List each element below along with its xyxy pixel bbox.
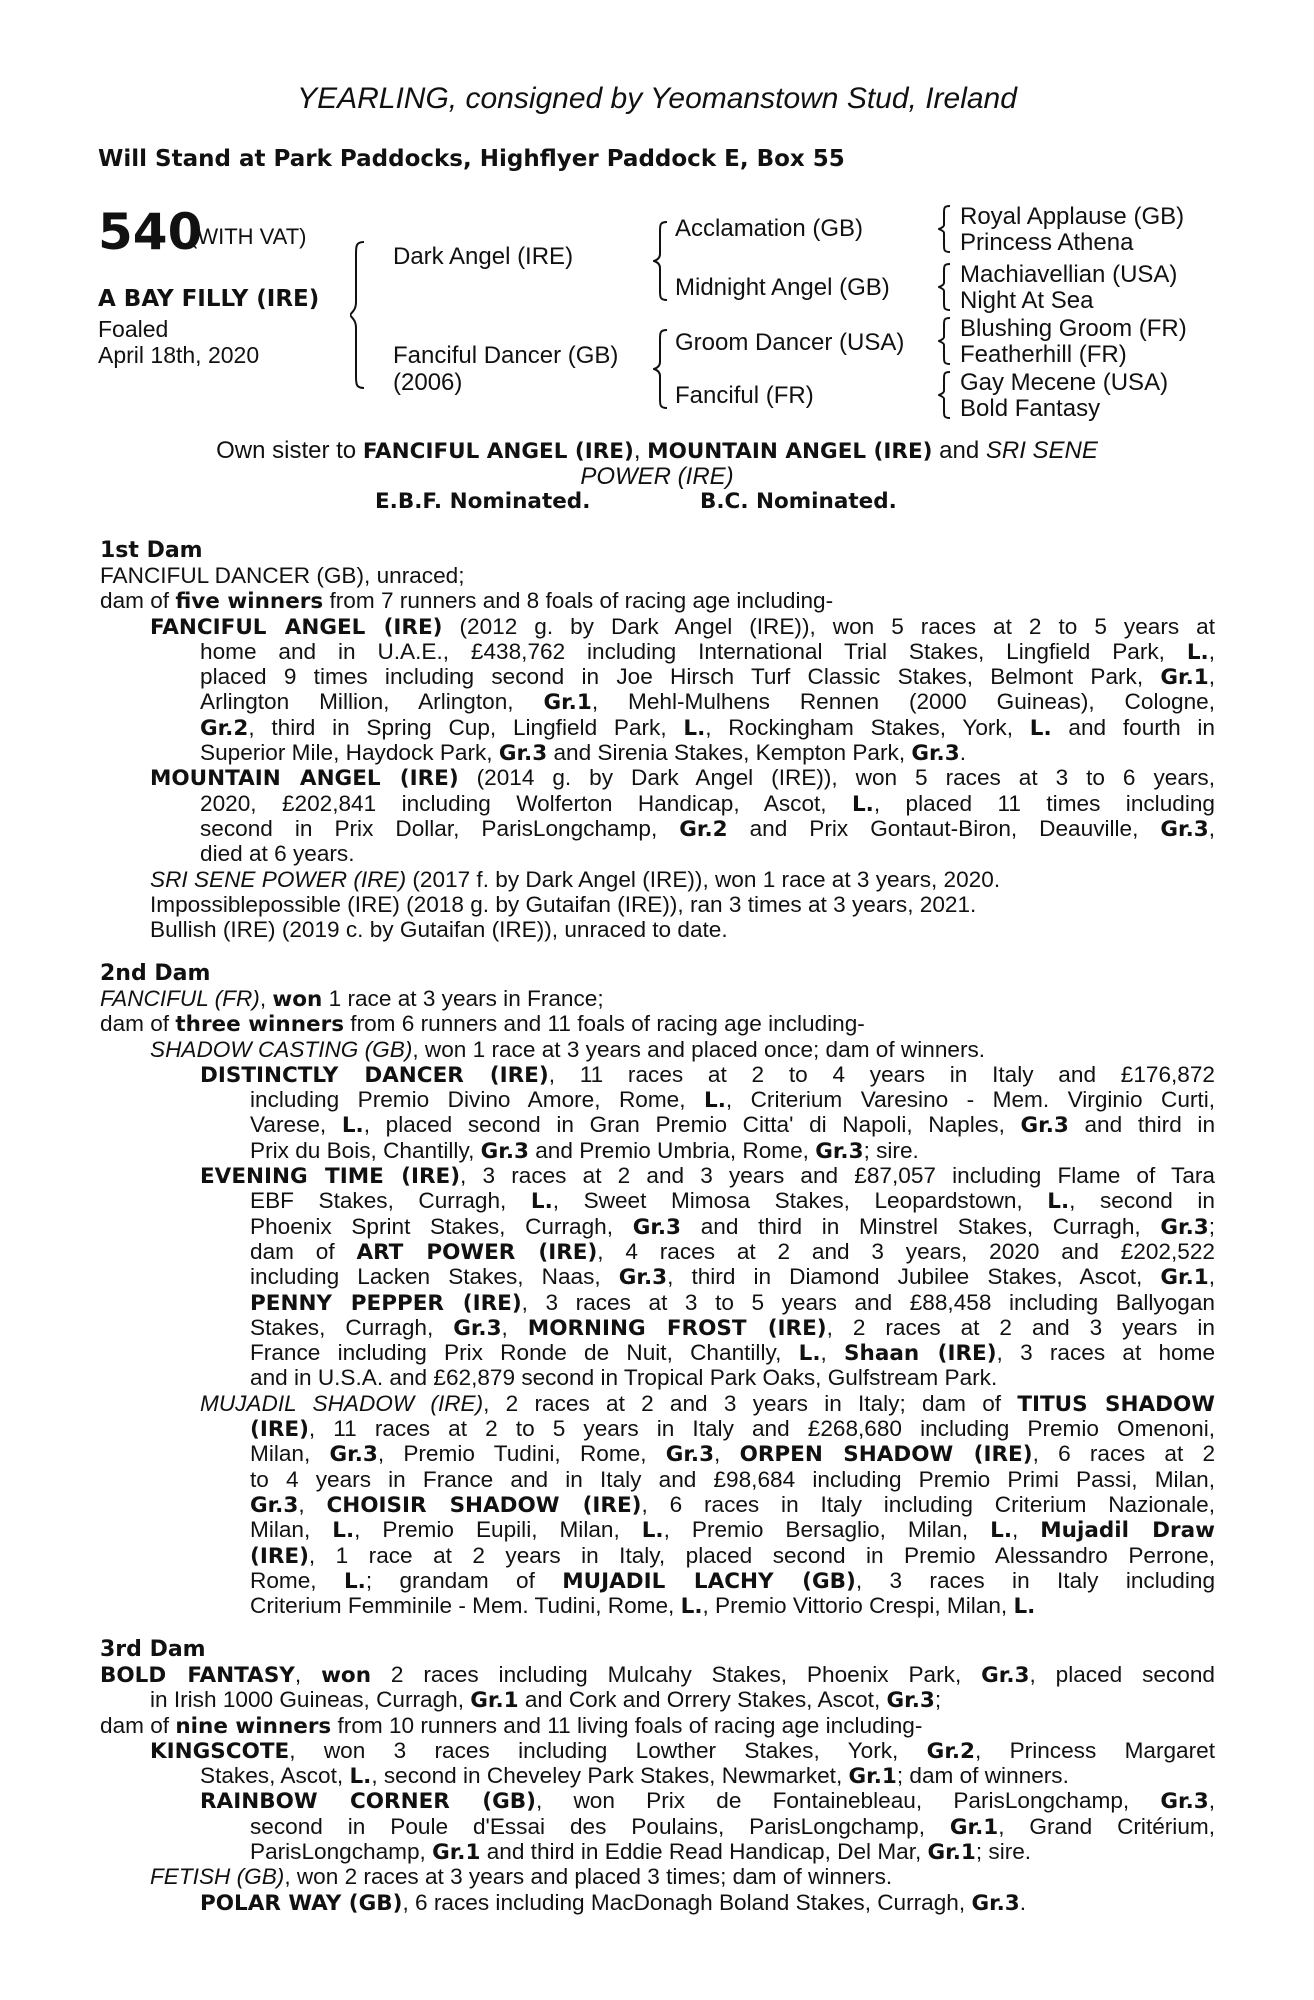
third-dam-heading: 3rd Dam [100,1637,206,1662]
text-run: , [1208,638,1215,664]
bold-text: PENNY PEPPER (IRE) [250,1290,522,1315]
pedigree-line [200,1062,1215,1087]
text-run: , 6 races in Italy including Criterium Nazionale, [641,1491,1215,1517]
bold-text: Gr.3 [981,1663,1030,1688]
pedigree-line [200,689,1215,714]
bold-text: KINGSCOTE [150,1738,290,1764]
italic-text: MUJADIL SHADOW (IRE) [200,1390,484,1416]
text-run: , second in [1069,1188,1215,1214]
sale-header: YEARLING, consigned by Yeomanstown Stud, Ireland [297,82,1017,115]
second-dam-text [100,986,1215,1620]
text-run: , Princess Margaret [974,1737,1215,1763]
sibling-and: and [932,437,986,464]
pedigree-line [250,1839,1200,1864]
text-run: Superior Mile, Haydock Park, [200,740,499,766]
text-run: ParisLongchamp, [250,1839,433,1865]
text-run: Rome, [250,1567,344,1593]
pedigree-line [250,1492,1215,1517]
bold-text: three winners [175,1012,345,1038]
pedigree-line [200,816,1215,841]
bold-text: Gr.3 [498,741,548,767]
text-run: Phoenix Sprint Stakes, Curragh, [250,1213,633,1239]
text-run: and third in Minstrel Stakes, Curragh, [681,1213,1161,1239]
bold-text: Gr.1 [432,1840,481,1866]
bold-text: L. [1186,639,1209,665]
text-run: , Sweet Mimosa Stakes, Leopardstown, [552,1188,1048,1214]
text-run: ; sire. [975,1839,1032,1865]
pedigree-line [200,740,1200,765]
pedigree-line [200,1763,1200,1788]
text-run: Bullish (IRE) (2019 c. by Gutaifan (IRE)), unraced to date. [150,917,728,943]
italic-text: SHADOW CASTING (GB) [150,1036,413,1062]
text-run: , 11 races at 2 to 5 years in Italy and £268,680 including Premio Omenoni, [308,1416,1215,1442]
bold-text: Gr.1 [927,1840,976,1866]
bold-text: Gr.3 [886,1688,935,1714]
italic-text: FETISH (GB) [150,1864,285,1890]
bold-text: Gr.3 [1160,1214,1209,1239]
text-run: , [1012,1517,1041,1543]
bold-text: Gr.1 [949,1814,999,1840]
pedigree-line [150,867,1200,892]
pedigree-dam-year: (2006) [393,369,463,396]
pedigree-line [250,1441,1215,1466]
pedigree-line [200,791,1215,816]
foaled-label: Foaled [98,316,169,342]
text-run: , won Prix de Fontainebleau, ParisLongchamp, [535,1788,1161,1814]
pedigree-brace-sire [653,220,671,302]
sibling-3a: SRI SENE [985,437,1098,464]
sibling-3b: POWER (IRE) [580,463,734,490]
pedigree-line [150,1037,1200,1062]
bold-text: L. [332,1518,355,1543]
bold-text: L. [704,1088,726,1113]
pedigree-line [200,1788,1215,1813]
bold-text: FANCIFUL ANGEL (IRE) [150,614,443,639]
text-run: ; dam of winners. [896,1763,1069,1789]
text-run: and fourth in [1051,714,1215,740]
text-run: France including Prix Ronde de Nuit, Chantilly, [250,1340,799,1366]
text-run: , 3 races at 2 and 3 years and £87,057 including Flame of Tara [460,1163,1215,1189]
bold-text: Gr.3 [911,741,960,767]
first-dam-heading: 1st Dam [100,538,203,563]
pedigree-line [200,841,1200,866]
bold-text: Gr.3 [480,1138,529,1164]
text-run: Stakes, Curragh, [250,1314,454,1340]
text-run: , 4 races at 2 and 3 years, 2020 and £202,522 [597,1238,1215,1264]
text-run: ; [1208,1213,1215,1239]
text-run: Prix du Bois, Chantilly, [250,1137,481,1163]
bold-text: Gr.2 [679,816,728,842]
text-run: dam of [250,1238,357,1264]
pedigree-line [250,1239,1215,1264]
pedigree-line [100,1011,1200,1036]
horse-name: A BAY FILLY (IRE) [98,286,320,312]
text-run: , 6 races at 2 [1032,1441,1215,1467]
bold-text: five winners [175,589,324,615]
text-run: 2020, £202,841 including Wolferton Handicap, Ascot, [200,790,852,816]
bold-text: Gr.1 [1160,665,1209,690]
bold-text: L. [349,1764,372,1790]
pedigree-line [250,1340,1215,1365]
text-run: , Mehl-Mulhens Rennen (2000 Guineas), Cologne, [591,689,1215,715]
text-run: , Premio Eupili, Milan, [354,1517,642,1543]
text-run: dam of [100,1712,176,1738]
bold-text: Gr.3 [1160,1789,1209,1814]
text-run: died at 6 years. [200,841,355,867]
bold-text: Gr.2 [200,715,249,741]
text-run: , [820,1340,845,1366]
bold-text: L. [683,715,706,741]
italic-text: SRI SENE POWER (IRE) [150,866,407,892]
pedigree-sss: Royal Applause (GB) [960,203,1185,230]
pedigree-sire: Dark Angel (IRE) [393,243,574,270]
bold-text: L. [1047,1189,1070,1214]
text-run: (2012 g. by Dark Angel (IRE)), won 5 races at 2 to 5 years at [442,613,1215,639]
text-run: , [1208,815,1215,841]
pedigree-line [200,639,1215,664]
lot-number: 540 [98,203,203,261]
text-run: and Prix Gontaut-Biron, Deauville, [727,815,1161,841]
bold-text: L. [641,1518,664,1543]
bold-text: Gr.3 [329,1442,378,1467]
bold-text: (IRE) [250,1417,309,1442]
pedigree-line [250,1290,1215,1315]
sibling-note [0,438,1314,465]
bold-text: L. [341,1113,364,1138]
text-run: , [298,1491,327,1517]
third-dam-text [100,1662,1215,1916]
bold-text: Gr.2 [926,1738,975,1764]
pedigree-sdd: Night At Sea [960,287,1094,314]
bold-text: BOLD FANTASY [100,1663,295,1688]
ebf-nominated: E.B.F. Nominated. [375,489,591,514]
bold-text: Gr.1 [1160,1265,1209,1290]
text-run: , [501,1314,528,1340]
text-run: . [959,740,966,766]
text-run: , [714,1441,740,1467]
bold-text: MORNING FROST (IRE) [527,1315,827,1341]
bold-text: Gr.3 [1160,816,1209,842]
bold-text: Gr.3 [453,1315,502,1341]
text-run: , 1 race at 2 years in Italy, placed second in Premio Alessandro Perrone, [308,1542,1215,1568]
pedigree-line [250,1112,1215,1137]
pedigree-line [150,892,1200,917]
pedigree-line [100,1713,1200,1738]
pedigree-line [150,1864,1200,1889]
text-run: , 3 races at 3 to 5 years and £88,458 including Ballyogan [521,1289,1215,1315]
text-run: dam of [100,1011,176,1037]
text-run: and in U.S.A. and £62,879 second in Tropical Park Oaks, Gulfstream Park. [250,1365,998,1391]
lot-vat: (WITH VAT) [190,224,307,249]
text-run: Milan, [250,1517,333,1543]
text-run: , Criterium Varesino - Mem. Virginio Curti, [725,1087,1215,1113]
text-run: , 2 races at 2 and 3 years in Italy; dam of [483,1390,1018,1416]
pedigree-line [250,1365,1200,1390]
bold-text: L. [990,1518,1013,1543]
bold-text: Gr.3 [1020,1113,1069,1138]
italic-text: FANCIFUL (FR) [100,986,260,1011]
bold-text: won [321,1663,372,1688]
bold-text: Gr.3 [665,1442,715,1467]
pedigree-line [150,1687,1200,1712]
sibling-2: MOUNTAIN ANGEL (IRE) [647,439,933,464]
text-run: 2 races including Mulcahy Stakes, Phoenix Park, [371,1662,982,1687]
bold-text: L. [1013,1594,1036,1620]
text-run: , won 3 races including Lowther Stakes, York, [289,1737,927,1763]
text-run: including Lacken Stakes, Naas, [250,1264,619,1290]
text-run: and Sirenia Stakes, Kempton Park, [547,740,912,766]
bold-text: L. [1029,715,1052,741]
pedigree-line [150,1738,1215,1763]
pedigree-ssd: Princess Athena [960,229,1134,256]
bold-text: (IRE) [250,1543,309,1568]
text-run: . [1019,1889,1027,1915]
text-run: , Premio Tudini, Rome, [377,1441,666,1467]
bold-text: won [272,987,323,1012]
text-run: , Premio Bersaglio, Milan, [663,1517,991,1543]
text-run: , Rockingham Stakes, York, [705,714,1030,740]
stand-location: Will Stand at Park Paddocks, Highflyer Paddock E, Box 55 [98,146,845,172]
pedigree-dam-dam: Fanciful (FR) [675,382,814,409]
text-run: , second in Cheveley Park Stakes, Newmarket, [371,1763,849,1789]
text-run: dam of [100,588,176,614]
pedigree-line [150,917,1200,942]
text-run: Impossiblepossible (IRE) (2018 g. by Gutaifan (IRE)), ran 3 times at 3 years, 2021. [150,891,977,917]
text-run: , 3 races in Italy including [855,1567,1215,1593]
pedigree-brace-4c [938,316,952,366]
bold-text: L. [530,1189,553,1214]
text-run: , placed 11 times including [873,790,1215,816]
text-run: Criterium Femminile - Mem. Tudini, Rome, [250,1593,681,1619]
text-run: and Premio Umbria, Rome, [528,1137,816,1163]
pedigree-line [250,1416,1215,1441]
pedigree-line [250,1138,1200,1163]
bold-text: Gr.3 [632,1214,681,1239]
bold-text: L. [343,1568,366,1594]
bold-text: POLAR WAY (GB) [200,1890,403,1916]
text-run: from 6 runners and 11 foals of racing age including- [344,1011,865,1037]
text-run: ; sire. [863,1137,919,1163]
pedigree-line [150,765,1215,790]
pedigree-line [250,1568,1215,1593]
bc-nominated: B.C. Nominated. [700,489,897,514]
pedigree-line [250,1543,1215,1568]
text-run: including Premio Divino Amore, Rome, [250,1087,704,1113]
text-run: , [1208,1788,1215,1814]
text-run: , 11 races at 2 to 4 years in Italy and £176,872 [548,1061,1215,1087]
bold-text: MUJADIL LACHY (GB) [562,1568,856,1594]
text-run: , placed second [1029,1662,1215,1687]
pedigree-sire-sire: Acclamation (GB) [675,215,864,242]
bold-text: RAINBOW CORNER (GB) [200,1789,536,1814]
first-dam-text [100,563,1215,943]
foaled-info [98,316,259,368]
text-run: Stakes, Ascot, [200,1763,350,1789]
text-run: second in Poule d'Essai des Poulains, ParisLongchamp, [250,1813,950,1839]
bold-text: Gr.1 [848,1764,897,1790]
pedigree-brace-4a [938,204,952,254]
pedigree-line [200,1391,1215,1416]
bold-text: L. [798,1341,821,1366]
text-run: 1 race at 3 years in France; [322,986,604,1011]
pedigree-ddd: Bold Fantasy [960,395,1101,422]
bold-text: L. [851,791,874,816]
pedigree-line [100,563,1200,588]
pedigree-line [100,1662,1215,1687]
pedigree-line [250,1315,1215,1340]
bold-text: Gr.3 [815,1138,864,1164]
text-run: , placed second in Gran Premio Citta' di Napoli, Naples, [363,1112,1021,1138]
bold-text: Mujadil Draw [1040,1518,1215,1543]
text-run: placed 9 times including second in Joe Hirsch Turf Classic Stakes, Belmont Park, [200,664,1161,690]
text-run: Varese, [250,1112,342,1138]
pedigree-line [250,1214,1215,1239]
bold-text: Gr.1 [543,690,592,715]
pedigree-line [250,1593,1200,1618]
bold-text: Gr.3 [250,1492,299,1518]
pedigree-line [250,1087,1215,1112]
bold-text: ORPEN SHADOW (IRE) [739,1442,1033,1467]
text-run: and Cork and Orrery Stakes, Ascot, [518,1687,887,1713]
text-run: , [294,1662,322,1687]
second-dam-heading: 2nd Dam [100,961,211,986]
pedigree-brace-4d [938,370,952,420]
bold-text: Gr.1 [470,1688,519,1714]
sibling-sep: , [633,437,648,464]
pedigree-brace-4b [938,262,952,312]
pedigree-brace-main [350,240,370,390]
pedigree-line [200,1163,1215,1188]
bold-text: MOUNTAIN ANGEL (IRE) [150,766,459,791]
pedigree-line [250,1517,1215,1542]
bold-text: Gr.3 [971,1890,1020,1916]
pedigree-sds: Machiavellian (USA) [960,261,1178,288]
text-run: Milan, [250,1441,330,1467]
text-run: , [259,986,273,1011]
text-run: , 2 races at 2 and 3 years in [826,1314,1215,1340]
pedigree-dam: Fanciful Dancer (GB) [393,342,619,369]
text-run: second in Prix Dollar, ParisLongchamp, [200,815,680,841]
text-run: , won 2 races at 3 years and placed 3 times; dam of winners. [284,1864,893,1890]
bold-text: Shaan (IRE) [844,1341,997,1366]
pedigree-line [200,1890,1200,1915]
pedigree-dss: Blushing Groom (FR) [960,315,1187,342]
pedigree-line [250,1188,1215,1213]
sibling-note-prefix: Own sister to [216,437,363,464]
pedigree-dam-sire: Groom Dancer (USA) [675,329,905,356]
bold-text: CHOISIR SHADOW (IRE) [326,1492,642,1518]
text-run: , 6 races including MacDonagh Boland Stakes, Curragh, [402,1889,972,1915]
pedigree-line [250,1467,1215,1492]
text-run: to 4 years in France and in Italy and £98,684 including Premio Primi Passi, Milan, [250,1466,1215,1492]
text-run: and third in Eddie Read Handicap, Del Mar, [480,1839,928,1865]
text-run: from 10 runners and 11 living foals of racing age including- [331,1712,923,1738]
pedigree-sire-dam: Midnight Angel (GB) [675,274,890,301]
bold-text: TITUS SHADOW [1017,1391,1215,1417]
sibling-1: FANCIFUL ANGEL (IRE) [362,439,634,464]
bold-text: ART POWER (IRE) [356,1239,598,1265]
text-run: , third in Spring Cup, Lingfield Park, [248,714,684,740]
pedigree-line [250,1264,1215,1289]
text-run: in Irish 1000 Guineas, Curragh, [150,1687,471,1713]
sibling-note-cont [0,464,1314,490]
text-run: , [1208,664,1215,690]
text-run: from 7 runners and 8 foals of racing age including- [323,588,834,614]
pedigree-brace-dam [653,328,671,410]
text-run: EBF Stakes, Curragh, [250,1188,531,1214]
bold-text: L. [680,1594,703,1620]
text-run: Arlington Million, Arlington, [200,689,544,715]
pedigree-dsd: Featherhill (FR) [960,341,1127,368]
text-run: , Premio Vittorio Crespi, Milan, [702,1593,1014,1619]
text-run: , Grand Critérium, [998,1813,1215,1839]
bold-text: Gr.3 [618,1265,668,1290]
text-run: , 3 races at home [996,1340,1215,1366]
text-run: (2017 f. by Dark Angel (IRE)), won 1 race at 3 years, 2020. [406,866,1001,892]
pedigree-line [150,614,1215,639]
text-run: ; [934,1687,942,1713]
bold-text: DISTINCTLY DANCER (IRE) [200,1062,549,1088]
text-run: FANCIFUL DANCER (GB), unraced; [100,563,465,588]
text-run: , third in Diamond Jubilee Stakes, Ascot, [667,1264,1161,1290]
bold-text: EVENING TIME (IRE) [200,1164,461,1189]
pedigree-line [250,1814,1215,1839]
text-run: (2014 g. by Dark Angel (IRE)), won 5 races at 3 to 6 years, [458,765,1215,791]
pedigree-dds: Gay Mecene (USA) [960,369,1169,396]
bold-text: nine winners [175,1713,332,1739]
text-run: , [1208,1264,1215,1290]
pedigree-line [100,588,1200,613]
text-run: ; grandam of [365,1567,563,1593]
pedigree-line [200,664,1215,689]
foaled-date: April 18th, 2020 [98,342,260,368]
pedigree-line [100,986,1200,1011]
text-run: , won 1 race at 3 years and placed once; dam of winners. [412,1036,986,1062]
text-run: home and in U.A.E., £438,762 including International Trial Stakes, Lingfield Park, [200,638,1187,664]
text-run: and third in [1068,1112,1215,1138]
pedigree-line [200,715,1215,740]
